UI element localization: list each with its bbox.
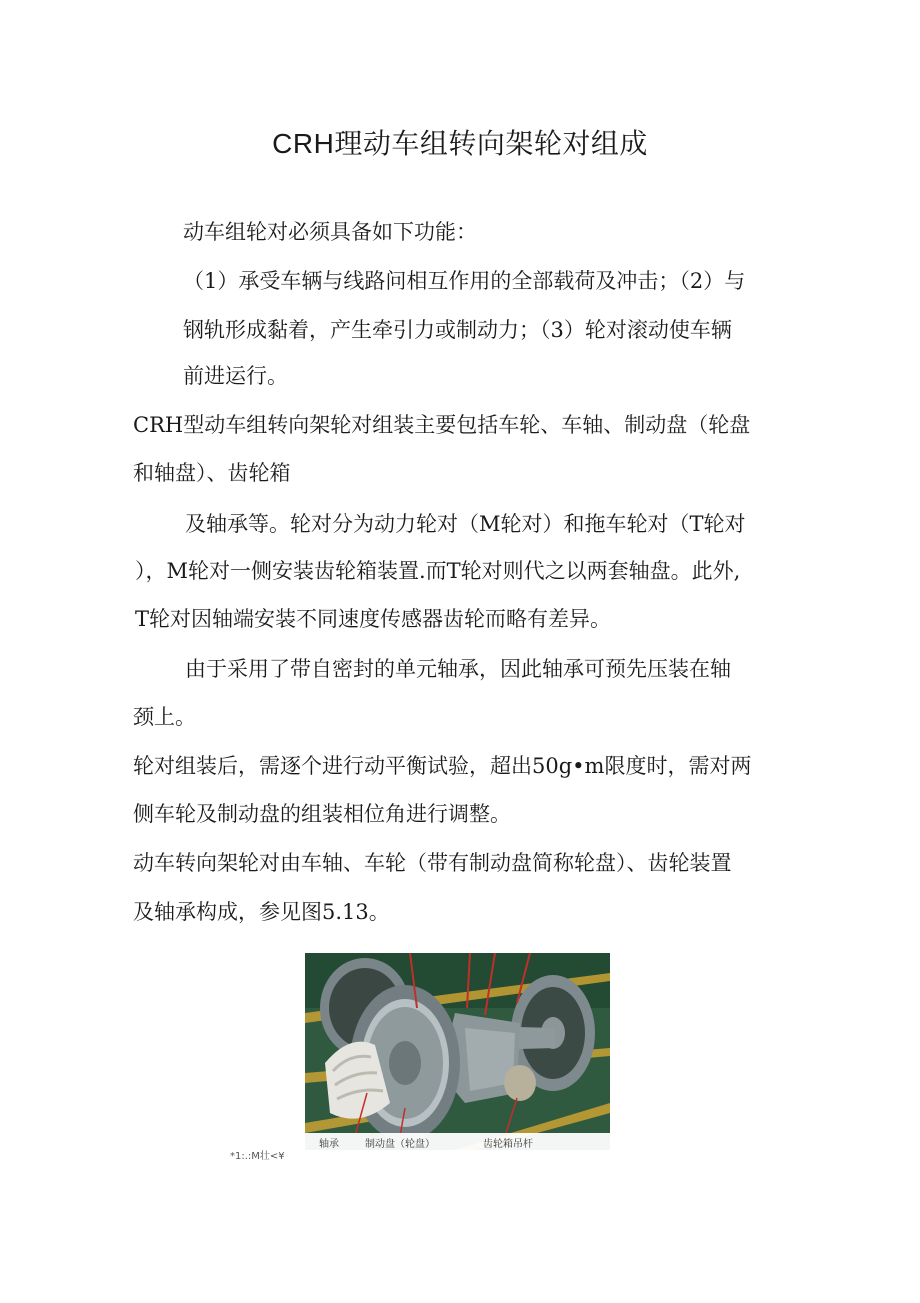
paragraph-line: 颈上。	[133, 705, 196, 729]
paragraph-line: 由于采用了带自密封的单元轴承，因此轴承可预先压装在轴	[185, 657, 731, 681]
paragraph-line: 前进运行。	[183, 364, 288, 388]
paragraph-line: 钢轨形成黏着，产生牵引力或制动力；（3）轮对滚动使车辆	[183, 318, 732, 342]
paragraph-line: T轮对因轴端安装不同速度传感器齿轮而略有差异。	[135, 607, 612, 631]
paragraph-line: 侧车轮及制动盘的组装相位角进行调整。	[133, 802, 511, 826]
figure-label-brake-disc: 制动盘（轮盘）	[365, 1139, 435, 1150]
paragraph-line: 及轴承构成，参见图5.13。	[133, 900, 390, 924]
paragraph-line: （1）承受车辆与线路问相互作用的全部载荷及冲击；（2）与	[183, 269, 746, 293]
paragraph-line: 和轴盘）、齿轮箱	[133, 461, 291, 485]
figure-label-bearing: 轴承	[319, 1139, 339, 1150]
figure-label-gearbox-hanger: 齿轮箱吊杆	[483, 1139, 533, 1150]
wheelset-photo	[305, 953, 610, 1150]
page-title: CRH理动车组转向架轮对组成	[272, 128, 648, 159]
paragraph-line: CRH型动车组转向架轮对组装主要包括车轮、车轴、制动盘（轮盘	[133, 413, 751, 437]
paragraph-line: 及轴承等。轮对分为动力轮对（M轮对）和拖车轮对（T轮对	[185, 512, 746, 536]
paragraph-line: 动车转向架轮对由车轴、车轮（带有制动盘简称轮盘）、齿轮装置	[133, 851, 732, 875]
figure-caption: *1:.:M壮<¥	[230, 1151, 285, 1162]
wheelset-illustration	[305, 953, 610, 1150]
paragraph-line: 动车组轮对必须具备如下功能：	[183, 220, 477, 244]
paragraph-line: ），M轮对一侧安装齿轮箱装置.而T轮对则代之以两套轴盘。此外,	[135, 559, 741, 583]
paragraph-line: 轮对组装后，需逐个进行动平衡试验，超出50g•m限度时，需对两	[133, 754, 752, 778]
